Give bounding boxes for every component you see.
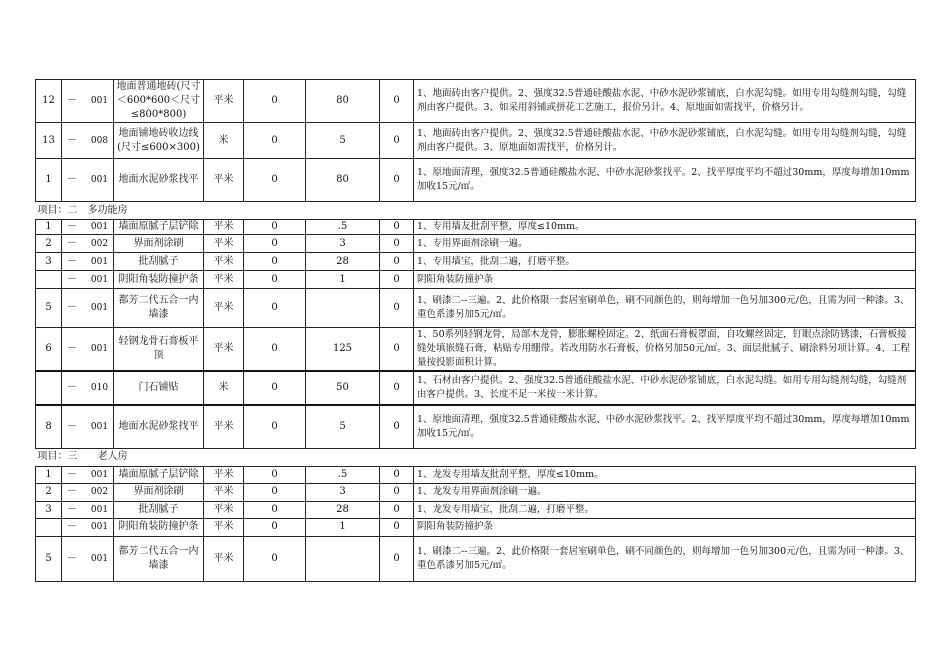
item-code: 001 — [90, 274, 109, 285]
item-unit: 平米 — [204, 536, 244, 581]
item-quantity: 0 — [244, 518, 306, 536]
item-number: 5 — [36, 536, 62, 581]
item-code-cell — [62, 405, 114, 448]
item-description: 1、原地面清理，强度32.5普通硅酸盐水泥、中砂水泥砂浆找平。2、找平厚度平均不超过30mm，厚度每增加10mm加收15元/㎡。 — [414, 159, 916, 202]
item-code-cell — [62, 371, 114, 405]
item-unit: 平米 — [204, 328, 244, 372]
item-description: 1、地面砖由客户提供。2、强度32.5普通硅酸盐水泥、中砂水泥砂浆铺底，白水泥勾缝。如用专用勾缝剂勾缝，勾缝剂由客户提供。3、如采用斜铺或拼花工艺施工，报价另计。4、原地面如需找平，价格另计。 — [414, 80, 916, 123]
item-unit-price — [306, 289, 380, 328]
table-row — [36, 501, 916, 518]
item-description: 1、刷漆二--三遍。2、此价格限一套居室刷单色，刷不同颜色的，则每增加一色另加300元/色，且需为同一种漆。3、重色系漆另加5元/㎡。 — [414, 289, 916, 328]
item-code-cell — [62, 483, 114, 501]
item-name: 轻钢龙骨石膏板平顶 — [114, 328, 204, 372]
item-code-cell — [62, 536, 114, 581]
item-description: 阴阳角装防撞护条 — [414, 518, 916, 536]
item-code: 001 — [90, 522, 109, 532]
item-code-cell — [62, 235, 114, 253]
item-name: 阴阳角装防撞护条 — [114, 271, 204, 289]
item-number: 5 — [36, 289, 62, 328]
item-number: 1 — [36, 220, 62, 235]
code-dash: － — [66, 486, 77, 497]
item-total: 0 — [380, 289, 414, 328]
item-unit: 米 — [204, 371, 244, 405]
code-dash: － — [66, 468, 77, 480]
item-unit-price: 125 — [306, 328, 380, 372]
item-description: 1、专用墙宝，批刮二遍，打磨平整。 — [414, 253, 916, 271]
item-total: 0 — [380, 371, 414, 405]
item-unit-price: .5 — [306, 466, 380, 483]
item-description: 阴阳角装防撞护条 — [414, 271, 916, 289]
code-dash: － — [66, 221, 77, 232]
item-quantity: 0 — [244, 328, 306, 372]
code-dash: － — [66, 503, 77, 515]
item-name: 地面普通地砖(尺寸＜600*600＜尺寸≤800*800) — [114, 80, 204, 123]
item-quantity: 0 — [244, 501, 306, 518]
code-dash: － — [66, 174, 77, 185]
table-row — [36, 536, 916, 581]
section-title: 项目：二 多功能房 — [36, 202, 916, 220]
table-row — [36, 80, 916, 123]
code-dash: － — [66, 134, 77, 146]
item-description: 1、石材由客户提供。2、强度32.5普通硅酸盐水泥、中砂水泥砂浆铺底，白水泥勾缝。如用专用勾缝剂勾缝，勾缝剂由客户提供。3、长度不足一米按一米计算。 — [414, 371, 916, 405]
item-code-cell — [62, 501, 114, 518]
item-number: 1 — [36, 466, 62, 483]
item-code: 002 — [90, 487, 109, 497]
item-number: 3 — [36, 501, 62, 518]
table-row — [36, 235, 916, 253]
item-name: 都芳二代五合一内墙漆 — [114, 536, 204, 581]
item-name: 都芳二代五合一内墙漆 — [114, 289, 204, 328]
item-total: 0 — [380, 220, 414, 235]
item-quantity: 0 — [244, 123, 306, 159]
code-dash: － — [66, 237, 77, 249]
item-total: 0 — [380, 123, 414, 159]
item-description: 1、专用界面剂涂刷一遍。 — [414, 235, 916, 253]
item-description: 1、龙发专用界面剂涂刷一遍。 — [414, 483, 916, 501]
item-number: 1 — [36, 159, 62, 202]
table-row — [36, 289, 916, 328]
item-code: 010 — [90, 383, 109, 393]
item-code: 002 — [90, 238, 109, 249]
table-row — [36, 466, 916, 483]
item-unit-price: 80 — [306, 159, 380, 202]
item-total: 0 — [380, 159, 414, 202]
item-unit: 平米 — [204, 253, 244, 271]
item-name: 界面剂涂刷 — [114, 483, 204, 501]
item-total: 0 — [380, 536, 414, 581]
item-name: 地面水泥砂浆找平 — [114, 159, 204, 202]
item-unit-price: 5 — [306, 123, 380, 159]
item-code: 008 — [90, 135, 109, 146]
item-number — [36, 371, 62, 405]
item-name: 界面剂涂刷 — [114, 235, 204, 253]
item-quantity: 0 — [244, 371, 306, 405]
table-row — [36, 271, 916, 289]
table-row — [36, 220, 916, 235]
quote-table — [35, 79, 916, 582]
item-unit: 平米 — [204, 289, 244, 328]
item-unit-price: 1 — [306, 518, 380, 536]
item-unit-price: .5 — [306, 220, 380, 235]
item-code: 001 — [90, 175, 109, 185]
item-code-cell — [62, 253, 114, 271]
item-name: 门石铺贴 — [114, 371, 204, 405]
item-code: 001 — [90, 553, 109, 564]
item-unit: 平米 — [204, 483, 244, 501]
item-quantity: 0 — [244, 220, 306, 235]
code-dash: － — [66, 382, 77, 393]
item-total: 0 — [380, 253, 414, 271]
item-total: 0 — [380, 405, 414, 448]
item-unit-price: 28 — [306, 501, 380, 518]
item-total: 0 — [380, 501, 414, 518]
item-description: 1、原地面清理，强度32.5普通硅酸盐水泥、中砂水泥砂浆找平。2、找平厚度平均不超过30mm，厚度每增加10mm加收15元/㎡。 — [414, 405, 916, 448]
code-dash: － — [66, 273, 77, 285]
table-row — [36, 518, 916, 536]
code-dash: － — [66, 521, 77, 532]
item-unit: 平米 — [204, 466, 244, 483]
item-total: 0 — [380, 466, 414, 483]
table-row — [36, 405, 916, 448]
code-dash: － — [66, 95, 77, 106]
section-title: 项目：三 老人房 — [36, 448, 916, 466]
table-row — [36, 371, 916, 405]
item-code-cell — [62, 518, 114, 536]
item-total: 0 — [380, 271, 414, 289]
item-quantity: 0 — [244, 405, 306, 448]
item-quantity: 0 — [244, 253, 306, 271]
item-unit-price: 80 — [306, 80, 380, 123]
item-number — [36, 518, 62, 536]
item-code: 001 — [90, 303, 109, 313]
item-quantity: 0 — [244, 271, 306, 289]
section-header — [36, 448, 916, 466]
item-description: 1、刷漆二--三遍。2、此价格限一套居室刷单色，刷不同颜色的，则每增加一色另加300元/色，且需为同一种漆。3、重色系漆另加5元/㎡。 — [414, 536, 916, 581]
item-unit: 平米 — [204, 159, 244, 202]
item-number: 12 — [36, 80, 62, 123]
item-name: 墙面原腻子层铲除 — [114, 466, 204, 483]
code-dash: － — [66, 302, 77, 313]
item-unit-price: 50 — [306, 371, 380, 405]
item-number: 6 — [36, 328, 62, 372]
item-code: 001 — [90, 421, 109, 432]
item-unit-price: 3 — [306, 483, 380, 501]
item-quantity: 0 — [244, 289, 306, 328]
item-number: 8 — [36, 405, 62, 448]
item-unit: 米 — [204, 123, 244, 159]
item-unit-price: 28 — [306, 253, 380, 271]
item-quantity: 0 — [244, 466, 306, 483]
item-code: 001 — [90, 469, 109, 480]
item-code-cell — [62, 328, 114, 372]
table-row — [36, 159, 916, 202]
item-unit-price: 5 — [306, 405, 380, 448]
item-unit: 平米 — [204, 235, 244, 253]
item-code-cell — [62, 80, 114, 123]
item-name: 地面铺地砖收边线(尺寸≤600×300) — [114, 123, 204, 159]
quote-table-body — [36, 80, 916, 582]
table-row — [36, 483, 916, 501]
item-name: 阴阳角装防撞护条 — [114, 518, 204, 536]
item-total: 0 — [380, 235, 414, 253]
item-description: 1、龙发专用墙宝，批刮二遍，打磨平整。 — [414, 501, 916, 518]
code-dash: － — [66, 420, 77, 432]
item-number: 13 — [36, 123, 62, 159]
item-code-cell — [62, 271, 114, 289]
item-name: 墙面原腻子层铲除 — [114, 220, 204, 235]
item-code-cell — [62, 220, 114, 235]
item-unit: 平米 — [204, 271, 244, 289]
item-number: 2 — [36, 235, 62, 253]
item-unit: 平米 — [204, 405, 244, 448]
item-number: 3 — [36, 253, 62, 271]
item-description: 1、地面砖由客户提供。2、强度32.5普通硅酸盐水泥、中砂水泥砂浆铺底，白水泥勾缝。如用专用勾缝剂勾缝，勾缝剂由客户提供。3、原地面如需找平，价格另计。 — [414, 123, 916, 159]
item-code: 001 — [90, 256, 109, 267]
item-unit: 平米 — [204, 220, 244, 235]
item-unit: 平米 — [204, 80, 244, 123]
item-quantity: 0 — [244, 536, 306, 581]
item-number — [36, 271, 62, 289]
code-dash: － — [66, 552, 77, 564]
item-total: 0 — [380, 80, 414, 123]
item-description: 1、50系列轻钢龙骨，局部木龙骨，膨胀螺栓固定。2、纸面石膏板罩面，自攻螺丝固定，钉眼点涂防锈漆，石膏板接缝处填嵌缝石膏，粘贴专用绷带。若改用防水石膏板，价格另加50元/㎡。3、面层批腻子、刷涂料另项计算。4、工程量按投影面积计算。 — [414, 328, 916, 372]
code-dash: － — [66, 255, 77, 267]
item-total: 0 — [380, 328, 414, 372]
item-unit-price — [306, 536, 380, 581]
item-code: 001 — [90, 344, 109, 354]
item-code: 001 — [90, 222, 109, 232]
item-code-cell — [62, 159, 114, 202]
item-total: 0 — [380, 483, 414, 501]
item-quantity: 0 — [244, 80, 306, 123]
item-name: 批刮腻子 — [114, 253, 204, 271]
item-code-cell — [62, 466, 114, 483]
item-unit-price: 3 — [306, 235, 380, 253]
item-total: 0 — [380, 518, 414, 536]
item-quantity: 0 — [244, 159, 306, 202]
item-name: 批刮腻子 — [114, 501, 204, 518]
section-header — [36, 202, 916, 220]
item-number: 2 — [36, 483, 62, 501]
item-unit: 平米 — [204, 501, 244, 518]
code-dash: － — [66, 343, 77, 354]
item-code-cell — [62, 123, 114, 159]
item-description: 1、龙发专用墙友批刮平整，厚度≤10mm。 — [414, 466, 916, 483]
item-code: 001 — [90, 96, 109, 106]
item-unit: 平米 — [204, 518, 244, 536]
table-row — [36, 328, 916, 372]
item-name: 地面水泥砂浆找平 — [114, 405, 204, 448]
table-row — [36, 123, 916, 159]
item-quantity: 0 — [244, 235, 306, 253]
table-row — [36, 253, 916, 271]
item-quantity: 0 — [244, 483, 306, 501]
item-code-cell — [62, 289, 114, 328]
item-description: 1、专用墙友批刮平整，厚度≤10mm。 — [414, 220, 916, 235]
item-unit-price: 1 — [306, 271, 380, 289]
item-code: 001 — [90, 504, 109, 515]
